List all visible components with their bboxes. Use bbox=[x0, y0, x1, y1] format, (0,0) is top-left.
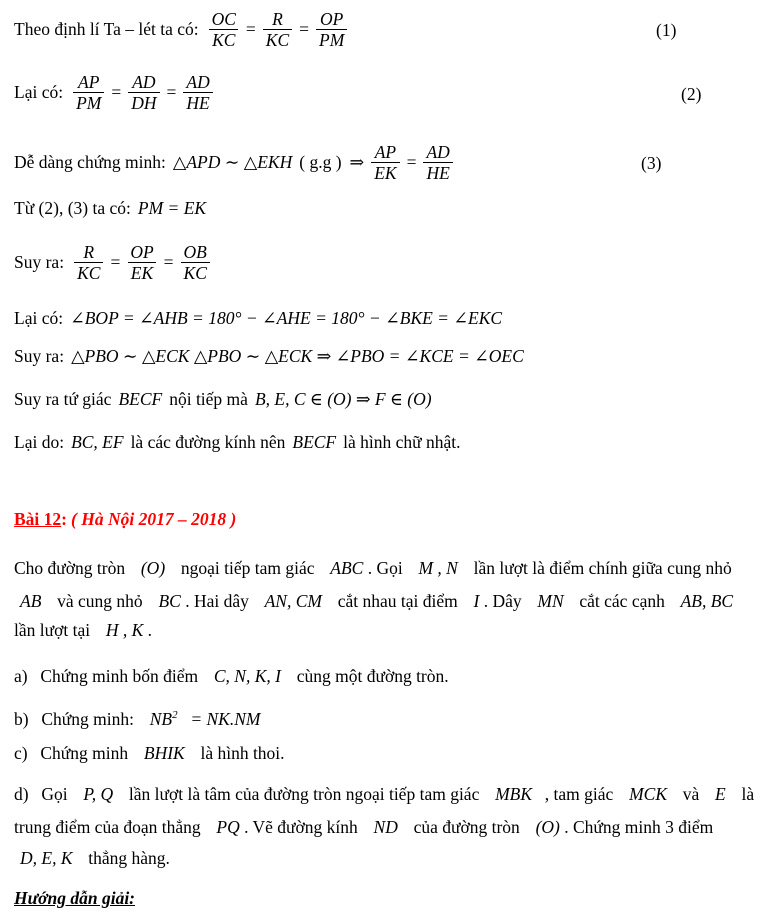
fraction-denominator: PM bbox=[73, 92, 104, 112]
proof-line-3 bbox=[14, 143, 456, 183]
part-b-marker: b) bbox=[14, 708, 29, 729]
part-d-points-pq: P, Q bbox=[83, 784, 114, 804]
fraction-ap-ek bbox=[371, 143, 399, 183]
exercise-part-b bbox=[14, 700, 260, 734]
fraction-numerator: OP bbox=[130, 242, 154, 262]
fraction-denominator: KC bbox=[263, 29, 292, 49]
statement-text-3a: lần lượt tại bbox=[14, 620, 91, 640]
proof-line-8 bbox=[14, 391, 432, 409]
triangle-similarity: △APD ∼ △EKH bbox=[172, 152, 293, 173]
statement-text-1d: lần lượt là điểm chính giữa cung nhỏ bbox=[473, 558, 732, 578]
fraction-op-ek bbox=[127, 243, 156, 283]
statement-text-1b: ngoại tiếp tam giác bbox=[180, 558, 315, 578]
part-c-text-b: là hình thoi. bbox=[200, 743, 285, 763]
fraction-denominator: DH bbox=[128, 92, 159, 112]
statement-text-1c: . Gọi bbox=[367, 558, 403, 578]
exercise-part-c bbox=[14, 738, 285, 768]
proof-line-6-equation: ∠BOP = ∠AHB = 180° − ∠AHE = 180° − ∠BKE = ∠EKC bbox=[70, 308, 503, 328]
exercise-title bbox=[14, 509, 236, 530]
fraction-numerator: OP bbox=[319, 9, 344, 29]
statement-text-2b: . Hai dây bbox=[185, 591, 249, 611]
part-a-text-b: cùng một đường tròn. bbox=[296, 666, 449, 686]
membership-statement: B, E, C ∈ (O) ⇒ F ∈ (O) bbox=[254, 389, 432, 409]
proof-line-4-label: Từ (2), (3) ta có: bbox=[14, 198, 131, 218]
fraction-numerator: AD bbox=[186, 72, 210, 92]
part-d-text-1c: , tam giác bbox=[544, 784, 614, 804]
exercise-part-d-line-2 bbox=[14, 812, 713, 842]
part-d-triangle-mbk: MBK bbox=[495, 784, 533, 804]
equals-sign: = bbox=[166, 82, 177, 103]
proof-line-8-text-b: nội tiếp mà bbox=[169, 389, 248, 409]
circle-o-symbol: (O) bbox=[140, 558, 166, 578]
fraction-ad-he-2 bbox=[423, 143, 452, 183]
points-hk-symbol: H , K bbox=[105, 620, 144, 640]
fraction-op-pm bbox=[316, 10, 347, 50]
proof-line-6-label: Lại có: bbox=[14, 308, 64, 328]
statement-line-1 bbox=[14, 553, 732, 583]
proof-line-1-label: Theo định lí Ta – lét ta có: bbox=[14, 19, 199, 40]
equals-sign: = bbox=[299, 19, 310, 40]
part-c-text-a: Chứng minh bbox=[40, 743, 129, 763]
exercise-part-a bbox=[14, 661, 449, 691]
fraction-denominator: KC bbox=[181, 262, 210, 282]
fraction-numerator: AP bbox=[374, 142, 397, 162]
chords-an-cm-symbol: AN, CM bbox=[264, 591, 322, 611]
part-b-equation-rest: = NK.NM bbox=[190, 708, 261, 729]
part-d-text-2d: . Chứng minh 3 điểm bbox=[564, 817, 714, 837]
part-d-text-2c: của đường tròn bbox=[413, 817, 520, 837]
part-d-triangle-mck: MCK bbox=[629, 784, 667, 804]
point-i-symbol: I bbox=[473, 591, 480, 611]
fraction-numerator: R bbox=[272, 9, 283, 29]
fraction-numerator: AP bbox=[78, 72, 100, 92]
fraction-denominator: EK bbox=[371, 162, 399, 182]
fraction-denominator: PM bbox=[316, 29, 347, 49]
proof-line-7 bbox=[14, 348, 524, 366]
statement-line-2 bbox=[20, 586, 733, 616]
proof-line-2 bbox=[14, 73, 216, 113]
part-c-rhombus-bhik: BHIK bbox=[143, 743, 185, 763]
part-d-marker: d) bbox=[14, 784, 29, 804]
fraction-ad-dh bbox=[128, 73, 159, 113]
proof-line-5 bbox=[14, 243, 213, 283]
fraction-denominator: EK bbox=[128, 262, 156, 282]
exercise-source: ( Hà Nội 2017 – 2018 ) bbox=[71, 509, 237, 529]
fraction-numerator: OC bbox=[211, 9, 236, 29]
proof-line-9 bbox=[14, 434, 461, 452]
fraction-denominator: KC bbox=[209, 29, 238, 49]
fraction-r-kc-2 bbox=[74, 243, 103, 283]
chord-mn-symbol: MN bbox=[537, 591, 564, 611]
equals-sign: = bbox=[245, 19, 256, 40]
arc-ab-symbol: AB bbox=[20, 591, 42, 611]
part-d-points-dek: D, E, K bbox=[20, 848, 73, 868]
exercise-part-d-line-1 bbox=[14, 779, 754, 809]
part-b-exponent: 2 bbox=[172, 709, 178, 721]
part-d-segment-pq: PQ bbox=[216, 817, 240, 837]
part-d-text-2b: . Vẽ đường kính bbox=[244, 817, 358, 837]
fraction-numerator: AD bbox=[132, 72, 156, 92]
similarity-reason: ( g.g ) bbox=[299, 152, 342, 173]
fraction-ap-pm bbox=[73, 73, 104, 113]
part-b-text-a: Chứng minh: bbox=[41, 708, 134, 729]
statement-text-3b: . bbox=[147, 620, 153, 640]
equals-sign: = bbox=[406, 152, 417, 173]
part-d-text-1e: là bbox=[741, 784, 755, 804]
part-a-text-a: Chứng minh bốn điểm bbox=[40, 666, 199, 686]
fraction-ad-he bbox=[183, 73, 212, 113]
proof-line-4 bbox=[14, 200, 206, 218]
proof-line-6 bbox=[14, 310, 502, 328]
equation-number-3: (3) bbox=[641, 153, 662, 173]
fraction-denominator: KC bbox=[74, 262, 103, 282]
proof-line-3-label: Dễ dàng chứng minh: bbox=[14, 152, 166, 173]
exercise-number: Bài 12 bbox=[14, 509, 62, 529]
part-d-diameter-nd: ND bbox=[373, 817, 398, 837]
proof-line-1 bbox=[14, 10, 350, 50]
fraction-numerator: AD bbox=[426, 142, 450, 162]
diameters-bc-ef: BC, EF bbox=[71, 432, 124, 452]
fraction-r-kc bbox=[263, 10, 292, 50]
fraction-oc-kc bbox=[209, 10, 239, 50]
proof-line-4-equation: PM = EK bbox=[137, 198, 207, 218]
points-mn-symbol: M , N bbox=[418, 558, 458, 578]
equation-number-1: (1) bbox=[656, 20, 677, 40]
solution-heading: Hướng dẫn giải: bbox=[14, 888, 136, 908]
statement-text-2a: và cung nhỏ bbox=[57, 591, 143, 611]
arc-bc-symbol: BC bbox=[158, 591, 181, 611]
rectangle-becf: BECF bbox=[292, 432, 337, 452]
proof-line-9-label: Lại do: bbox=[14, 432, 65, 452]
part-d-text-2a: trung điểm của đoạn thẳng bbox=[14, 817, 201, 837]
quadrilateral-becf: BECF bbox=[118, 389, 163, 409]
fraction-denominator: HE bbox=[423, 162, 452, 182]
fraction-denominator: HE bbox=[183, 92, 212, 112]
statement-text-1a: Cho đường tròn bbox=[14, 558, 126, 578]
part-d-text-3a: thẳng hàng. bbox=[88, 848, 170, 868]
part-c-marker: c) bbox=[14, 743, 28, 763]
fraction-numerator: OB bbox=[183, 242, 207, 262]
proof-line-9-text-b: là hình chữ nhật. bbox=[343, 432, 461, 452]
part-d-text-1a: Gọi bbox=[41, 784, 68, 804]
proof-line-9-text-a: là các đường kính nên bbox=[130, 432, 286, 452]
part-a-marker: a) bbox=[14, 666, 28, 686]
sides-ab-bc-symbol: AB, BC bbox=[680, 591, 734, 611]
exercise-title-colon: : bbox=[61, 509, 67, 529]
statement-text-2c: cắt nhau tại điểm bbox=[337, 591, 458, 611]
part-d-point-e: E bbox=[715, 784, 726, 804]
implies-sign: ⇒ bbox=[349, 152, 365, 173]
part-a-points: C, N, K, I bbox=[213, 666, 281, 686]
proof-line-8-text-a: Suy ra tứ giác bbox=[14, 389, 112, 409]
triangle-abc-symbol: ABC bbox=[330, 558, 364, 578]
part-d-circle-o: (O) bbox=[535, 817, 560, 837]
fraction-numerator: R bbox=[83, 242, 95, 262]
part-b-nb-base: NB bbox=[149, 708, 173, 729]
statement-line-3 bbox=[14, 615, 152, 645]
equals-sign: = bbox=[110, 252, 121, 273]
proof-line-5-label: Suy ra: bbox=[14, 252, 65, 273]
equals-sign: = bbox=[111, 82, 122, 103]
equals-sign: = bbox=[163, 252, 174, 273]
statement-text-2e: cắt các cạnh bbox=[579, 591, 665, 611]
part-d-text-1b: lần lượt là tâm của đường tròn ngoại tiếp tam giác bbox=[128, 784, 480, 804]
part-d-text-1d: và bbox=[682, 784, 700, 804]
fraction-ob-kc bbox=[181, 243, 210, 283]
statement-text-2d: . Dây bbox=[483, 591, 522, 611]
proof-line-2-label: Lại có: bbox=[14, 82, 64, 103]
exercise-part-d-line-3 bbox=[20, 843, 170, 873]
proof-line-7-label: Suy ra: bbox=[14, 346, 65, 366]
equation-number-2: (2) bbox=[681, 84, 702, 104]
proof-line-7-equation: △PBO ∼ △ECK △PBO ∼ △ECK ⇒ ∠PBO = ∠KCE = ∠OEC bbox=[71, 346, 524, 366]
